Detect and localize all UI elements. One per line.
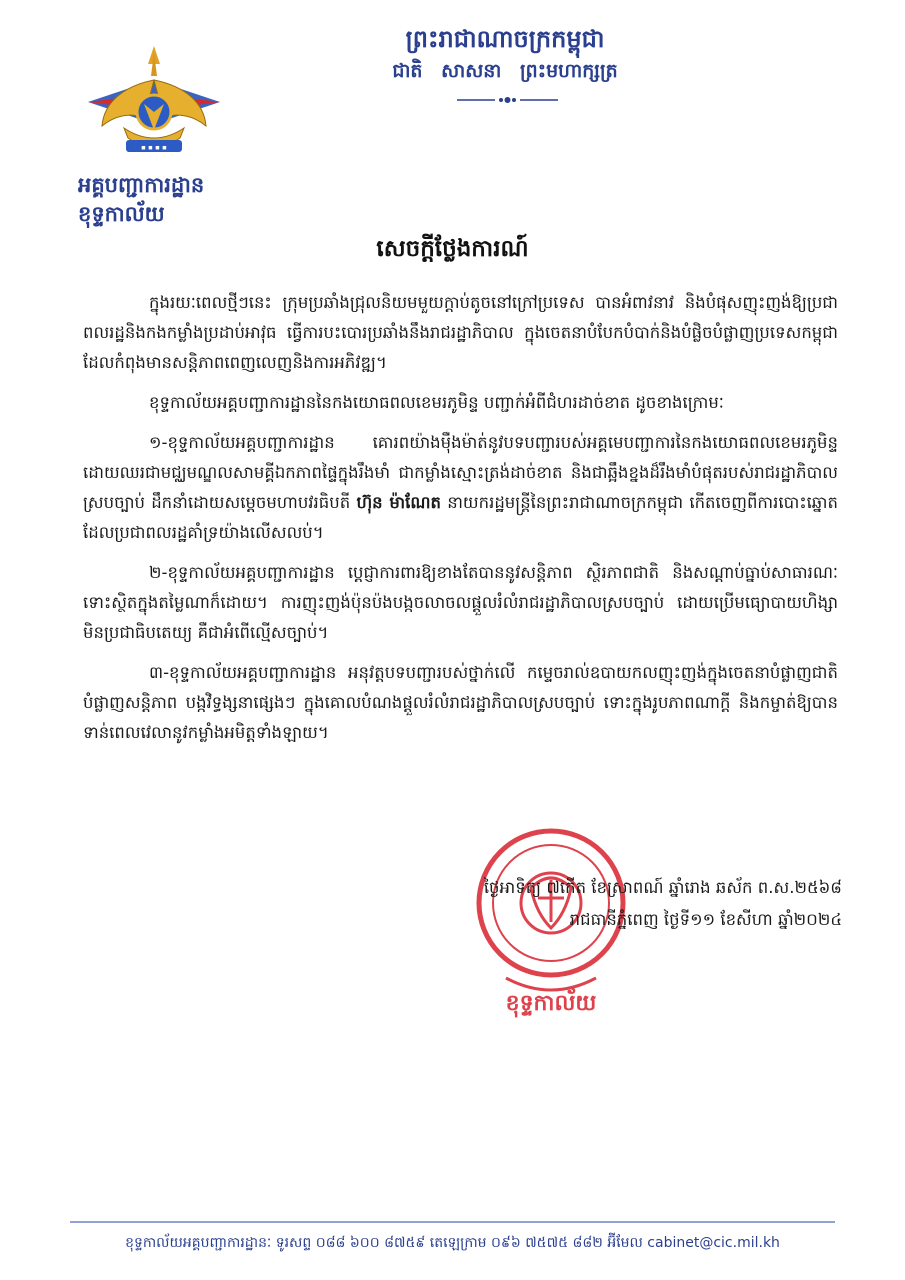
military-emblem-icon — [84, 42, 224, 172]
point-1-text: ១-ខុទ្ទកាល័យអគ្គបញ្ជាការដ្ឋាន គោរពយ៉ាងម៉ឺងម៉ាត់នូវបទបញ្ជារបស់អគ្គមេបញ្ជាការនៃកងយោធពលខេមរភូមិន្ទ ដោយឈរជាមជ្ឈមណ្ឌលសាមគ្គីឯកភាពផ្ទៃក្នុងរឹងមាំ ជាកម្លាំងស្មោះត្រង់ដាច់ខាត និងជាឆ្អឹងខ្នងដ៏រឹងមាំបំផុតរបស់រាជរដ្ឋាភិបាលស្របច្បាប់ ដឹកនាំដោយសម្តេចមហាបវរធិបតី — [83, 433, 838, 512]
org-name — [78, 170, 204, 228]
svg-text:▪ ▪ ▪ ▪: ▪ ▪ ▪ ▪ — [141, 143, 167, 152]
prime-minister-name: ហ៊ុន ម៉ាណែត — [356, 493, 441, 512]
kingdom-header — [295, 22, 715, 86]
point-1-text-end: នាយករដ្ឋមន្ត្រីនៃព្រះរាជាណាចក្រកម្ពុជា កើតចេញពីការបោះឆ្នោតដែលប្រជាពលរដ្ឋគាំទ្រយ៉ាងលើសលប់។ — [83, 493, 838, 542]
footer-divider — [70, 1221, 835, 1223]
document-title: សេចក្តីថ្លែងការណ៍ — [376, 235, 529, 262]
statement-body — [83, 288, 838, 758]
lunar-date: ថ្ងៃអាទិត្យ ៧កើត ខែស្រាពណ៍ ឆ្នាំរោង ឆស័ក ព.ស.២៥៦៨ — [483, 878, 842, 897]
footer-contact: ខុទ្ទកាល័យអគ្គបញ្ជាការដ្ឋានៈ ទូរសព្ទ ០៨៨ ៦០០ ៨៧៥៩ តេឡេក្រាម ០៩៦ ៧៥៧៥ ៨៨២ អ៊ីមែល cabinet@cic.mil.kh — [125, 1235, 780, 1251]
solar-date: រាជធានីភ្នំពេញ ថ្ងៃទី១១ ខែសីហា ឆ្នាំ២០២៤ — [569, 910, 842, 929]
position-paragraph: ខុទ្ទកាល័យអគ្គបញ្ជាការដ្ឋាននៃកងយោធពលខេមរភូមិន្ទ បញ្ជាក់អំពីជំហរដាច់ខាត ដូចខាងក្រោមៈ — [149, 393, 724, 412]
point-1 — [83, 428, 838, 548]
intro-paragraph: ក្នុងរយៈពេលថ្មីៗនេះ ក្រុមប្រឆាំងជ្រុលនិយមមួយក្ដាប់តូចនៅក្រៅប្រទេស បានអំពាវនាវ និងបំផុសញុះញង់ឱ្យប្រជាពលរដ្ឋនិងកងកម្លាំងប្រដាប់អាវុធ ធ្វើការបះបោរប្រឆាំងនឹងរាជរដ្ឋាភិបាល ក្នុងចេតនាបំបែកបំបាក់និងបំផ្លិចបំផ្លាញប្រទេសកម្ពុជា ដែលកំពុងមានសន្តិភាពពេញលេញនិងការអភិវឌ្ឍ។ — [83, 293, 838, 372]
point-3: ៣-ខុទ្ទកាល័យអគ្គបញ្ជាការដ្ឋាន អនុវត្តបទបញ្ជារបស់ថ្នាក់លើ កម្ទេចរាល់ឧបាយកលញុះញង់ក្នុងចេតនាបំផ្លាញជាតិ បំផ្លាញសន្តិភាព បង្កវិទ្ធង្សនាផ្សេងៗ ក្នុងគោលបំណងផ្តួលរំលំរាជរដ្ឋាភិបាលស្របច្បាប់ ទោះក្នុងរូបភាពណាក្តី និងកម្ចាត់ឱ្យបានទាន់ពេលវេលានូវកម្លាំងអមិត្តទាំងឡាយ។ — [83, 663, 838, 742]
national-motto: ជាតិ សាសនា ព្រះមហាក្សត្រ — [392, 60, 618, 82]
org-line1: អគ្គបញ្ជាការដ្ឋាន — [78, 172, 205, 197]
point-2: ២-ខុទ្ទកាល័យអគ្គបញ្ជាការដ្ឋាន ប្ដេជ្ញាការពារឱ្យខាងតែបាននូវសន្តិភាព ស្ថិរភាពជាតិ និងសណ្ដាប់ធ្នាប់សាធារណៈ ទោះស្ថិតក្នុងតម្លៃណាក៏ដោយ។ ការញុះញង់ប៉ុនប៉ងបង្កចលាចលផ្តួលរំលំរាជរដ្ឋាភិបាលស្របច្បាប់ ដោយប្រើមធ្យោបាយហិង្សា មិនប្រជាធិបតេយ្យ គឺជាអំពើល្មើសច្បាប់។ — [83, 563, 838, 642]
org-line2: ខុទ្ទកាល័យ — [78, 201, 165, 226]
kingdom-name: ព្រះរាជាណាចក្រកម្ពុជា — [405, 24, 605, 53]
seal-text: ខុទ្ទកាល័យ — [505, 991, 597, 1016]
divider-ornament-icon — [455, 93, 560, 107]
date-block — [372, 872, 842, 936]
